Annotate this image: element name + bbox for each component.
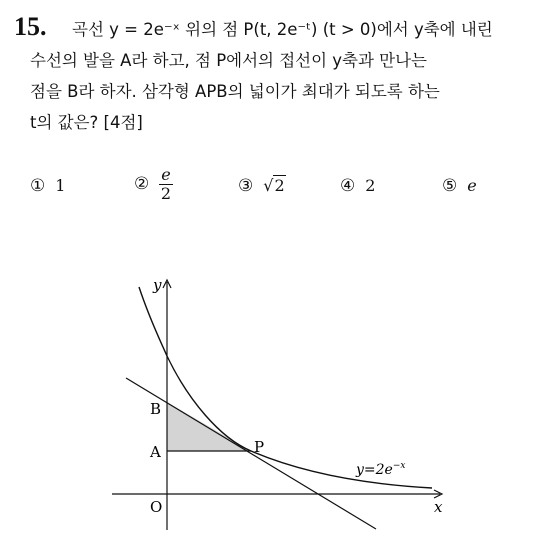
choice-3-marker: ③ <box>238 176 254 196</box>
stem-line-4: t의 값은? [4점] <box>30 113 143 132</box>
point-a-label: A <box>150 443 161 461</box>
curve-label-base: y=2e <box>356 462 393 478</box>
tangent-line <box>126 378 376 529</box>
choice-2-numerator: e <box>161 165 171 184</box>
point-p-label: P <box>254 438 265 456</box>
curve-y-2e-neg-x <box>139 287 432 488</box>
choice-2-marker: ② <box>134 174 150 194</box>
stem-line-1: 곡선 y = 2e⁻ˣ 위의 점 P(t, 2e⁻ᵗ) (t > 0)에서 y축에 내린 <box>72 20 493 39</box>
choice-3-radicand: 2 <box>274 176 285 195</box>
stem-line-3: 점을 B라 하자. 삼각형 APB의 넓이가 최대가 되도록 하는 <box>30 82 440 101</box>
curve-label <box>355 461 405 478</box>
problem-number: 15. <box>14 12 47 41</box>
axis-y-label: y <box>153 276 162 294</box>
choice-3-radical: √ <box>263 176 274 195</box>
stem-line-2: 수선의 발을 A라 하고, 점 P에서의 접선이 y축과 만나는 <box>30 51 427 70</box>
point-b-label: B <box>150 400 162 418</box>
choice-1-marker: ① <box>30 176 46 196</box>
axis-x-label: x <box>434 498 443 516</box>
choice-1-value: 1 <box>55 176 66 195</box>
choice-5-marker: ⑤ <box>442 176 458 196</box>
choice-4-value: 2 <box>365 176 376 195</box>
choice-5-value: e <box>467 176 477 195</box>
choice-4-marker: ④ <box>340 176 356 196</box>
choice-2-denominator: 2 <box>160 184 172 203</box>
origin-label: O <box>150 498 163 516</box>
curve-label-exponent: −x <box>392 461 406 471</box>
